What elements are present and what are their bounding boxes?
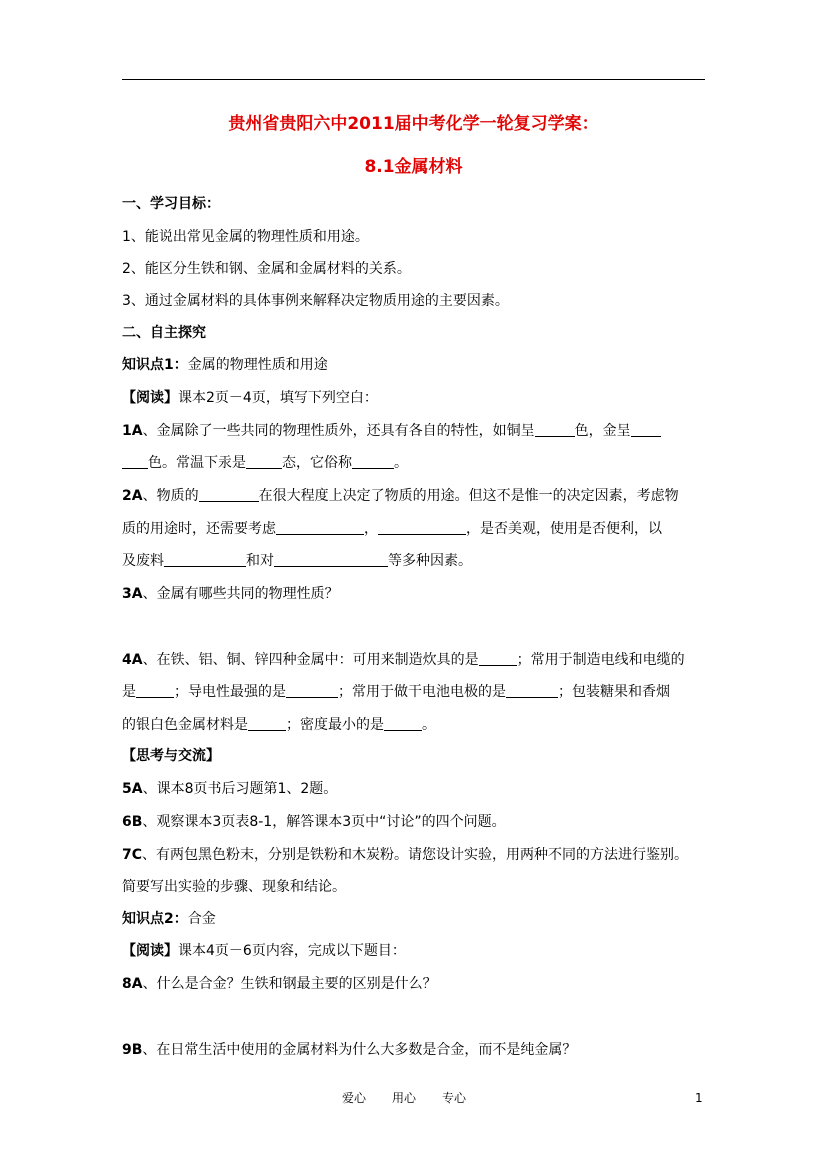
q2-text: 、物质的 bbox=[142, 488, 199, 504]
kp1-text: 金属的物理性质和用途 bbox=[187, 357, 328, 373]
q7-text: 、有两包黑色粉末，分别是铁粉和木炭粉。请您设计实验，用两种不同的方法进行鉴别。 bbox=[142, 847, 689, 863]
q8-number: 8A bbox=[122, 976, 143, 992]
read1-label: 【阅读】 bbox=[122, 390, 178, 406]
answer-blank[interactable] bbox=[164, 552, 246, 567]
question-6 bbox=[122, 812, 727, 832]
header-rule bbox=[122, 79, 705, 80]
q4-text: 、在铁、铝、铜、锌四种金属中：可用来制造炊具的是 bbox=[142, 652, 479, 668]
kp2-label: 知识点2： bbox=[122, 911, 188, 927]
knowledge-point-2 bbox=[122, 909, 727, 929]
section1-heading: 一、学习目标： bbox=[122, 196, 220, 212]
q9-number: 9B bbox=[122, 1042, 143, 1058]
answer-blank[interactable] bbox=[276, 520, 364, 535]
answer-blank[interactable] bbox=[506, 683, 558, 698]
q4-text: ；包装糖果和香烟 bbox=[558, 684, 670, 700]
question-5 bbox=[122, 779, 727, 799]
q4-text: ；常用于做干电池电极的是 bbox=[338, 684, 506, 700]
answer-blank[interactable] bbox=[631, 422, 661, 437]
question-8 bbox=[122, 974, 727, 994]
q2-text: 质的用途时，还需要考虑 bbox=[122, 521, 276, 537]
q4-number: 4A bbox=[122, 652, 143, 668]
q2-text: ， bbox=[364, 521, 378, 537]
kp1-label: 知识点1： bbox=[122, 357, 188, 373]
q7-number: 7C bbox=[122, 847, 143, 863]
question-3 bbox=[122, 584, 727, 604]
answer-blank[interactable] bbox=[535, 422, 575, 437]
q6-text: 、观察课本3页表8-1，解答课本3页中“讨论”的四个问题。 bbox=[142, 814, 506, 830]
document-subtitle: 8.1金属材料 bbox=[364, 157, 463, 177]
answer-blank[interactable] bbox=[122, 454, 148, 469]
q9-text: 、在日常生活中使用的金属材料为什么大多数是合金，而不是纯金属？ bbox=[142, 1042, 577, 1058]
answer-blank[interactable] bbox=[378, 520, 466, 535]
q1-text: 。 bbox=[394, 455, 408, 471]
answer-blank[interactable] bbox=[286, 683, 338, 698]
q3-number: 3A bbox=[122, 586, 143, 602]
knowledge-point-1 bbox=[122, 355, 727, 375]
read2-text: 课本4页－6页内容，完成以下题目： bbox=[178, 943, 406, 959]
q2-text: 及废料 bbox=[122, 553, 164, 569]
q2-text: 等多种因素。 bbox=[388, 553, 472, 569]
objective-2: 2、能区分生铁和钢、金属和金属材料的关系。 bbox=[122, 261, 411, 277]
read1-text: 课本2页－4页，填写下列空白： bbox=[178, 390, 378, 406]
q1-text: 色。常温下汞是 bbox=[148, 455, 246, 471]
think-exchange-heading: 【思考与交流】 bbox=[122, 748, 220, 764]
question-4-line-1 bbox=[122, 650, 727, 670]
question-4-line-2 bbox=[122, 682, 727, 702]
page-number: 1 bbox=[695, 1091, 703, 1105]
objective-3: 3、通过金属材料的具体事例来解释决定物质用途的主要因素。 bbox=[122, 293, 509, 309]
q4-text: ；密度最小的是 bbox=[286, 717, 384, 733]
q4-text: 是 bbox=[122, 684, 136, 700]
q6-number: 6B bbox=[122, 814, 143, 830]
footer-word: 用心 bbox=[392, 1091, 417, 1105]
answer-blank[interactable] bbox=[274, 552, 388, 567]
question-2-line-3 bbox=[122, 551, 727, 571]
footer-word: 爱心 bbox=[342, 1091, 367, 1105]
question-1-line-2 bbox=[122, 453, 727, 473]
q8-text: 、什么是合金？生铁和钢最主要的区别是什么？ bbox=[142, 976, 437, 992]
q4-text: ；导电性最强的是 bbox=[174, 684, 286, 700]
section2-heading: 二、自主探究 bbox=[122, 325, 206, 341]
q2-text: 和对 bbox=[246, 553, 274, 569]
question-7-line-1 bbox=[122, 845, 727, 865]
q4-text: 。 bbox=[422, 717, 436, 733]
objective-1: 1、能说出常见金属的物理性质和用途。 bbox=[122, 229, 369, 245]
q5-text: 、课本8页书后习题第1、2题。 bbox=[142, 781, 338, 797]
q4-text: 的银白色金属材料是 bbox=[122, 717, 248, 733]
q1-text: 色，金呈 bbox=[574, 423, 631, 439]
document-title: 贵州省贵阳六中2011届中考化学一轮复习学案： bbox=[228, 114, 599, 134]
answer-blank[interactable] bbox=[199, 487, 259, 502]
q2-number: 2A bbox=[122, 488, 143, 504]
answer-blank[interactable] bbox=[352, 454, 394, 469]
q2-text: ，是否美观，使用是否便利，以 bbox=[466, 521, 662, 537]
question-2-line-1 bbox=[122, 486, 727, 506]
q3-text: 、金属有哪些共同的物理性质？ bbox=[142, 586, 339, 602]
question-9 bbox=[122, 1040, 727, 1060]
q5-number: 5A bbox=[122, 781, 143, 797]
question-2-line-2 bbox=[122, 519, 727, 539]
question-4-line-3 bbox=[122, 715, 727, 735]
footer-word: 专心 bbox=[442, 1091, 467, 1105]
answer-blank[interactable] bbox=[136, 683, 174, 698]
reading-2 bbox=[122, 941, 727, 961]
q4-text: ；常用于制造电线和电缆的 bbox=[516, 652, 685, 668]
page-footer bbox=[342, 1089, 492, 1106]
answer-blank[interactable] bbox=[248, 716, 286, 731]
answer-blank[interactable] bbox=[479, 651, 517, 666]
q1-text: 态，它俗称 bbox=[282, 455, 352, 471]
question-1-line-1 bbox=[122, 421, 727, 441]
q2-text: 在很大程度上决定了物质的用途。但这不是惟一的决定因素，考虑物 bbox=[258, 488, 679, 504]
q1-number: 1A bbox=[122, 423, 143, 439]
kp2-text: 合金 bbox=[187, 911, 216, 927]
answer-blank[interactable] bbox=[384, 716, 422, 731]
question-7-line-2: 简要写出实验的步骤、现象和结论。 bbox=[122, 879, 346, 895]
answer-blank[interactable] bbox=[246, 454, 282, 469]
reading-1 bbox=[122, 388, 727, 408]
read2-label: 【阅读】 bbox=[122, 943, 178, 959]
q1-text: 、金属除了一些共同的物理性质外，还具有各自的特性，如铜呈 bbox=[142, 423, 535, 439]
